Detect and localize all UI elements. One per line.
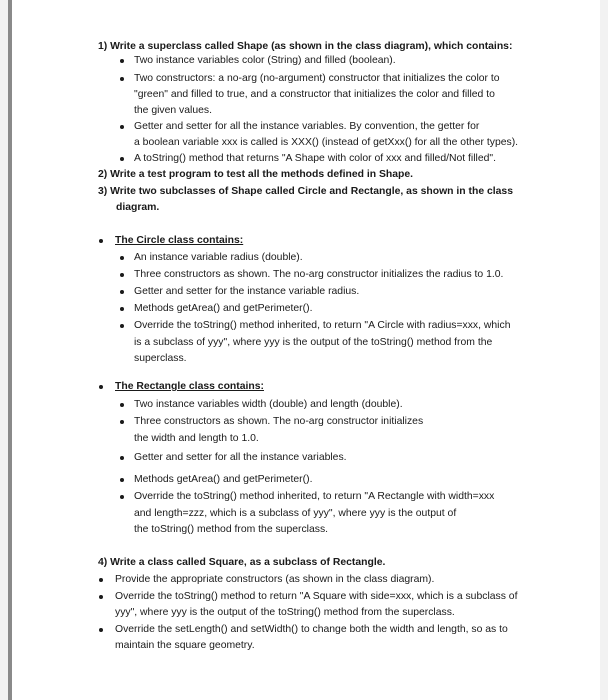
- bullet: [120, 307, 124, 311]
- list-item: Provide the appropriate constructors (as shown in the class diagram).: [115, 574, 435, 585]
- section-1-heading: 1) Write a superclass called Shape (as shown in the class diagram), which contains:: [98, 41, 513, 52]
- rectangle-heading: The Rectangle class contains:: [115, 381, 264, 392]
- bullet: [120, 478, 124, 482]
- bullet: [120, 290, 124, 294]
- bullet: [120, 456, 124, 460]
- section-4-heading: 4) Write a class called Square, as a subclass of Rectangle.: [98, 557, 386, 568]
- list-item-continued: the given values.: [134, 105, 212, 116]
- list-item: Two instance variables color (String) and filled (boolean).: [134, 55, 396, 66]
- section-2-heading: 2) Write a test program to test all the methods defined in Shape.: [98, 169, 414, 180]
- list-item: Override the toString() method inherited, to return "A Rectangle with width=xxx: [134, 491, 495, 502]
- list-item: Override the setLength() and setWidth() to change both the width and length, so as to: [115, 624, 508, 635]
- bullet: [120, 125, 124, 129]
- list-item-continued: a boolean variable xxx is called is XXX() (instead of getXxx() for all the other types).: [134, 137, 519, 148]
- list-item: Two instance variables width (double) and length (double).: [134, 399, 403, 410]
- bullet: [120, 77, 124, 81]
- list-item-continued: and length=zzz, which is a subclass of yyy", where yyy is the output of: [134, 508, 457, 519]
- bullet: [99, 578, 103, 582]
- bullet: [120, 403, 124, 407]
- list-item: Methods getArea() and getPerimeter().: [134, 474, 313, 485]
- list-item: Methods getArea() and getPerimeter().: [134, 303, 313, 314]
- bullet: [120, 324, 124, 328]
- circle-heading: The Circle class contains:: [115, 235, 244, 246]
- bullet: [120, 59, 124, 63]
- bullet: [99, 385, 103, 389]
- list-item-continued: the width and length to 1.0.: [134, 433, 259, 444]
- list-item: Getter and setter for all the instance variables. By convention, the getter for: [134, 121, 480, 132]
- list-item-continued: "green" and filled to true, and a constructor that initializes the color and filled to: [134, 89, 495, 100]
- list-item: A toString() method that returns "A Shape with color of xxx and filled/Not filled".: [134, 153, 496, 164]
- section-3-heading: 3) Write two subclasses of Shape called Circle and Rectangle, as shown in the class: [98, 186, 513, 197]
- bullet: [120, 157, 124, 161]
- bullet: [120, 256, 124, 260]
- bullet: [99, 595, 103, 599]
- list-item-continued: is a subclass of yyy", where yyy is the output of the toString() method from the: [134, 337, 493, 348]
- list-item: Three constructors as shown. The no-arg constructor initializes: [134, 416, 424, 427]
- list-item: An instance variable radius (double).: [134, 252, 303, 263]
- list-item: Two constructors: a no-arg (no-argument) constructor that initializes the color to: [134, 73, 500, 84]
- list-item-continued: superclass.: [134, 353, 187, 364]
- bullet: [99, 628, 103, 632]
- list-item-continued: the toString() method from the superclass.: [134, 524, 329, 535]
- bullet: [120, 420, 124, 424]
- section-3-heading-continued: diagram.: [116, 202, 160, 213]
- list-item-continued: yyy", where yyy is the output of the toString() method from the superclass.: [115, 607, 455, 618]
- bullet: [99, 239, 103, 243]
- list-item: Getter and setter for the instance variable radius.: [134, 286, 360, 297]
- list-item: Override the toString() method to return "A Square with side=xxx, which is a subclass of: [115, 591, 518, 602]
- list-item-continued: maintain the square geometry.: [115, 640, 255, 651]
- bullet: [120, 273, 124, 277]
- bullet: [120, 495, 124, 499]
- list-item: Three constructors as shown. The no-arg constructor initializes the radius to 1.0.: [134, 269, 504, 280]
- list-item: Override the toString() method inherited, to return "A Circle with radius=xxx, which: [134, 320, 511, 331]
- list-item: Getter and setter for all the instance variables.: [134, 452, 347, 463]
